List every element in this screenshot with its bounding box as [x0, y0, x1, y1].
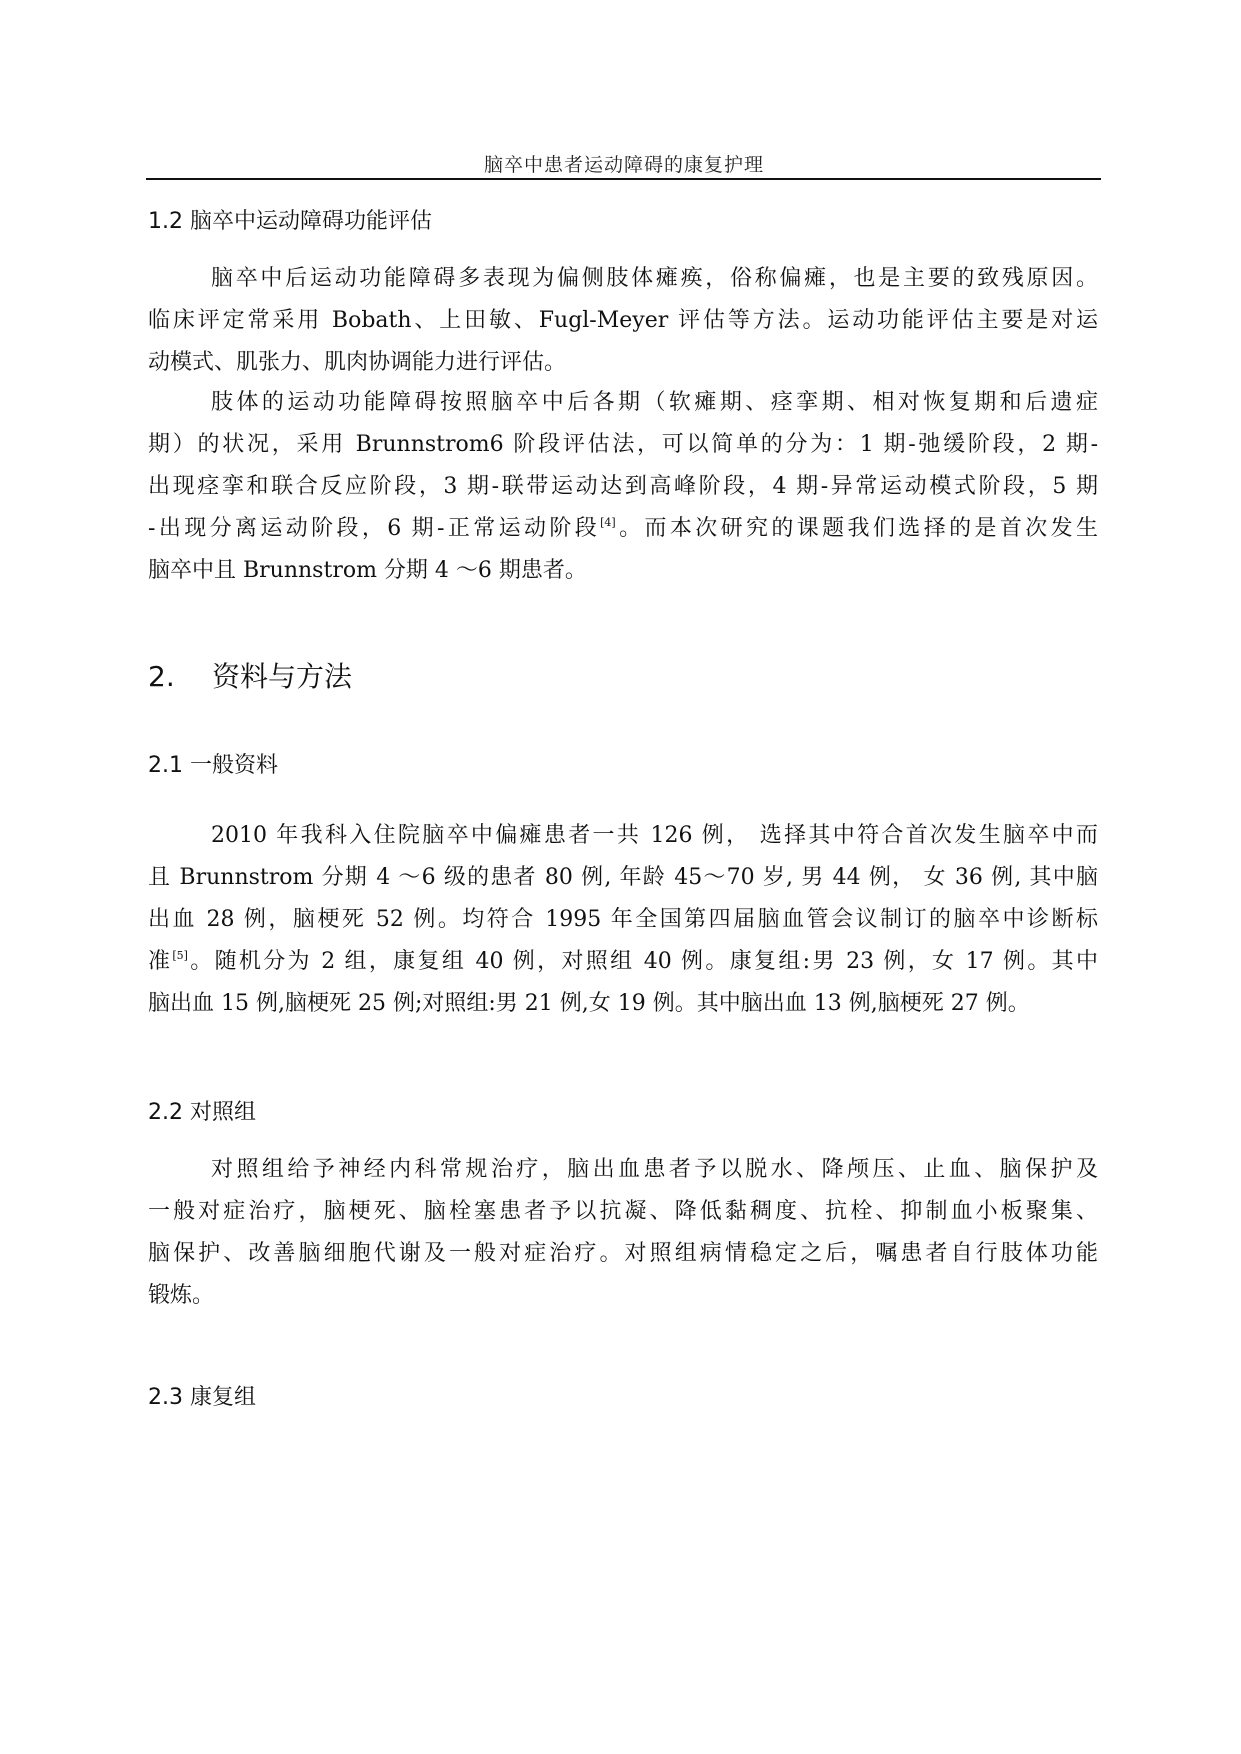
text-line: 出血 28 例，脑梗死 52 例。均符合 1995 年全国第四届脑血管会议制订的脑卒中诊断标: [148, 907, 1098, 932]
section-1-2-paragraph-2: [148, 382, 1098, 592]
section-2-2-heading: 2.2 对照组: [148, 1100, 256, 1125]
text-line: 脑出血 15 例,脑梗死 25 例;对照组:男 21 例,女 19 例。其中脑出血 13 例,脑梗死 27 例。: [148, 991, 1030, 1016]
section-2-2-paragraph: [148, 1149, 1098, 1317]
text-line: 出现痉挛和联合反应阶段，3 期-联带运动达到高峰阶段，4 期-异常运动模式阶段，5 期: [148, 474, 1098, 499]
text-line: 一般对症治疗，脑梗死、脑栓塞患者予以抗凝、降低黏稠度、抗栓、抑制血小板聚集、: [148, 1199, 1098, 1224]
section-2-heading: [148, 655, 352, 695]
section-2-3-heading: 2.3 康复组: [148, 1385, 256, 1410]
text-line: 锻炼。: [148, 1283, 215, 1308]
text-line: 对照组给予神经内科常规治疗，脑出血患者予以脱水、降颅压、止血、脑保护及: [211, 1157, 1098, 1182]
text-fragment: -出现分离运动阶段，6 期-正常运动阶段: [148, 516, 601, 541]
citation-ref: [4]: [600, 516, 616, 529]
section-2-1-heading: 2.1 一般资料: [148, 753, 278, 778]
section-1-2-paragraph-1: [148, 258, 1098, 384]
text-line: 肢体的运动功能障碍按照脑卒中后各期（软瘫期、痉挛期、相对恢复期和后遗症: [211, 390, 1098, 415]
text-line: 脑卒中后运动功能障碍多表现为偏侧肢体瘫痪，俗称偏瘫，也是主要的致残原因。: [211, 266, 1098, 291]
text-line: 临床评定常采用 Bobath、上田敏、Fugl-Meyer 评估等方法。运动功能评估主要是对运: [148, 308, 1098, 333]
running-header: 脑卒中患者运动障碍的康复护理: [483, 154, 764, 176]
text-line: 2010 年我科入住院脑卒中偏瘫患者一共 126 例， 选择其中符合首次发生脑卒中而: [211, 823, 1098, 848]
section-number: 2.: [148, 660, 175, 693]
text-line: [148, 941, 1098, 983]
text-line: 动模式、肌张力、肌肉协调能力进行评估。: [148, 350, 567, 375]
section-title: 资料与方法: [212, 660, 353, 693]
text-line: [148, 508, 1098, 550]
header-rule: [146, 178, 1101, 180]
text-line: 脑保护、改善脑细胞代谢及一般对症治疗。对照组病情稳定之后，嘱患者自行肢体功能: [148, 1241, 1098, 1266]
text-fragment: 。随机分为 2 组，康复组 40 例，对照组 40 例。康复组:男 23 例，女 17 例。其中: [187, 949, 1098, 974]
citation-ref: [5]: [172, 949, 188, 962]
text-line: 且 Brunnstrom 分期 4 ～6 级的患者 80 例, 年龄 45～70 岁, 男 44 例， 女 36 例, 其中脑: [148, 865, 1098, 890]
text-fragment: 。而本次研究的课题我们选择的是首次发生: [615, 516, 1098, 541]
section-2-1-paragraph: [148, 815, 1098, 1025]
text-line: 期）的状况，采用 Brunnstrom6 阶段评估法，可以简单的分为：1 期-弛缓阶段，2 期-: [148, 432, 1098, 457]
text-line: 脑卒中且 Brunnstrom 分期 4 ～6 期患者。: [148, 558, 587, 583]
text-fragment: 准: [148, 949, 173, 974]
section-1-2-heading: 1.2 脑卒中运动障碍功能评估: [148, 209, 432, 234]
